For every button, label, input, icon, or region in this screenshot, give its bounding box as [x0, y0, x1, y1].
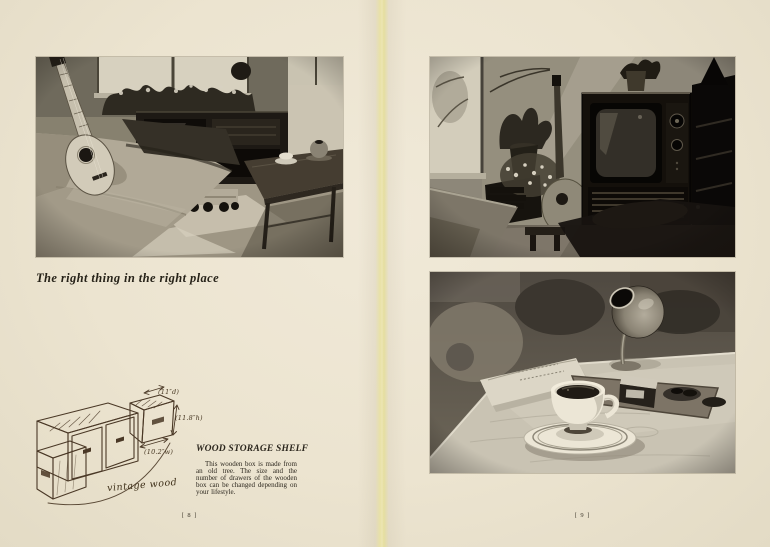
article-block [196, 444, 309, 496]
page-number-right: [ 9 ] [574, 512, 591, 519]
dimension-height-label: (11.8″h) [175, 414, 203, 422]
binding-gutter-crease [358, 0, 406, 547]
dimension-width-label: (10.2″w) [144, 448, 174, 456]
page-number-left: [ 8 ] [181, 512, 198, 519]
photo-caption: The right thing in the right place [36, 271, 220, 285]
vintage-wood-note: vintage wood [106, 476, 178, 495]
dimension-depth-label: (11″d) [158, 388, 180, 396]
coffee-cup-photo [430, 272, 735, 473]
tv-room-photo [430, 57, 735, 257]
living-room-photo [36, 57, 343, 257]
article-body: This wooden box is made from an old tree. The size and the number of drawers of the wooden box can be changed depending on your lifestyle. [196, 460, 297, 496]
article-heading: WOOD STORAGE SHELF [196, 444, 309, 454]
